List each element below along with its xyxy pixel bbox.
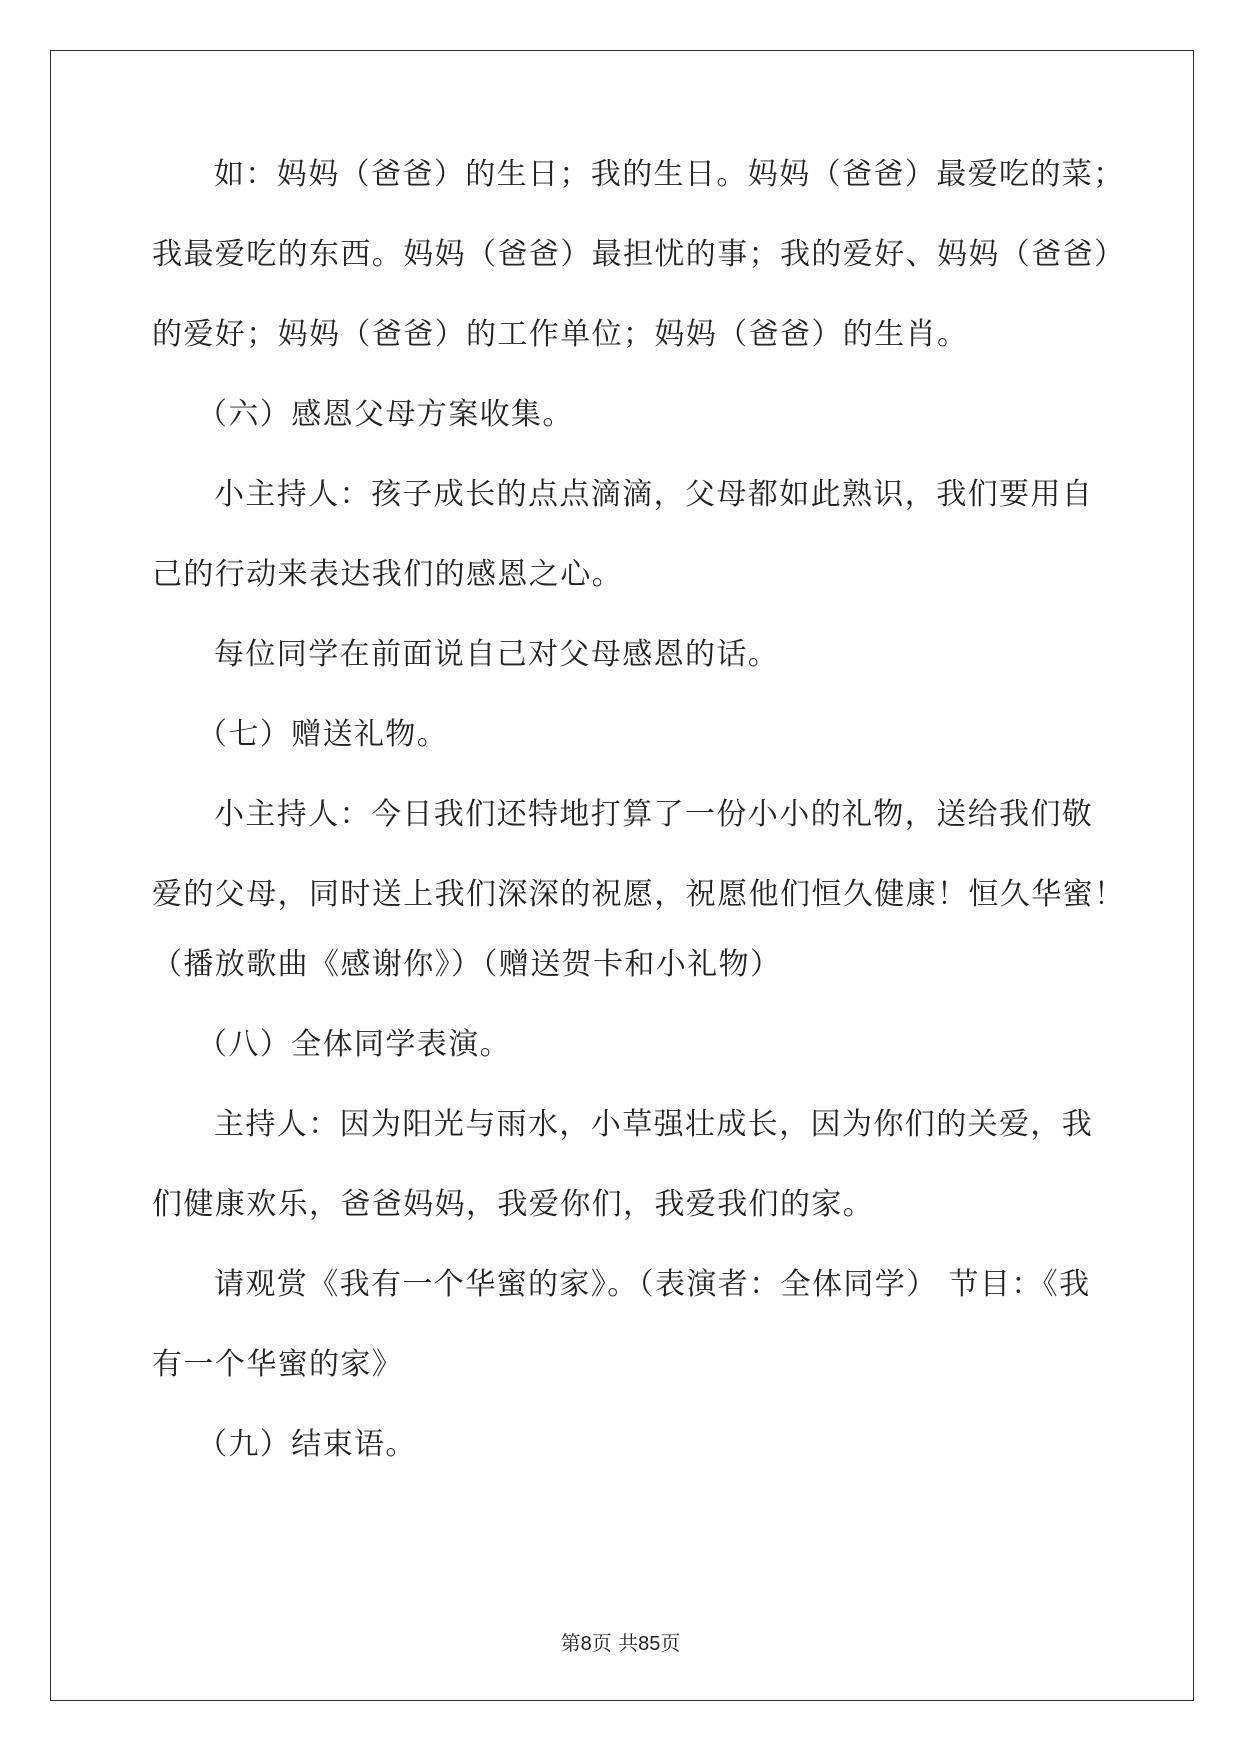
- text-line: （九）结束语。: [197, 1427, 417, 1462]
- text-line: （六）感恩父母方案收集。: [197, 397, 574, 432]
- text-line: （播放歌曲《感谢你》）（赠送贺卡和小礼物）: [152, 947, 782, 982]
- footer-total-pages: 85: [638, 1633, 661, 1655]
- text-line: 主持人：因为阳光与雨水，小草强壮成长，因为你们的关爱，我: [214, 1107, 1094, 1142]
- text-line: 的爱好；妈妈（爸爸）的工作单位；妈妈（爸爸）的生肖。: [152, 317, 969, 352]
- footer-page-number: 8: [580, 1633, 592, 1655]
- text-line: 如：妈妈（爸爸）的生日；我的生日。妈妈（爸爸）最爱吃的菜；: [214, 157, 1125, 192]
- paragraph-host-gratitude: [152, 477, 1112, 592]
- text-line: 我最爱吃的东西。妈妈（爸爸）最担忧的事；我的爱好、妈妈（爸爸）: [152, 237, 1126, 272]
- footer-suffix: 页: [660, 1631, 681, 1655]
- text-line: 小主持人：孩子成长的点点滴滴，父母都如此熟识，我们要用自: [214, 477, 1094, 512]
- text-line: 己的行动来表达我们的感恩之心。: [152, 557, 623, 592]
- paragraph-students-speak: [152, 637, 1112, 672]
- section-heading-6: [152, 397, 1112, 432]
- text-line: （八）全体同学表演。: [197, 1027, 511, 1062]
- text-line: 们健康欢乐，爸爸妈妈，我爱你们，我爱我们的家。: [152, 1187, 875, 1222]
- paragraph-birthdays: [152, 157, 1126, 352]
- text-line: （七）赠送礼物。: [197, 717, 449, 752]
- section-heading-8: [152, 1027, 1112, 1062]
- section-heading-9: [152, 1427, 1112, 1462]
- text-line: 每位同学在前面说自己对父母感恩的话。: [214, 637, 780, 672]
- footer-mid: 页 共: [591, 1631, 639, 1655]
- text-line: 小主持人：今日我们还特地打算了一份小小的礼物，送给我们敬: [214, 797, 1094, 832]
- paragraph-gifts: [152, 797, 1126, 982]
- text-line: 有一个华蜜的家》: [152, 1347, 404, 1382]
- text-line: 爱的父母，同时送上我们深深的祝愿，祝愿他们恒久健康！恒久华蜜！: [152, 877, 1126, 912]
- text-line: 请观赏《我有一个华蜜的家》。（表演者：全体同学） 节目：《我: [214, 1267, 1091, 1302]
- section-heading-7: [152, 717, 1112, 752]
- page-footer: [0, 1627, 1241, 1656]
- paragraph-host-family: [152, 1107, 1112, 1222]
- footer-prefix: 第: [560, 1631, 581, 1655]
- document-body: [152, 157, 1126, 1510]
- paragraph-performance: [152, 1267, 1112, 1382]
